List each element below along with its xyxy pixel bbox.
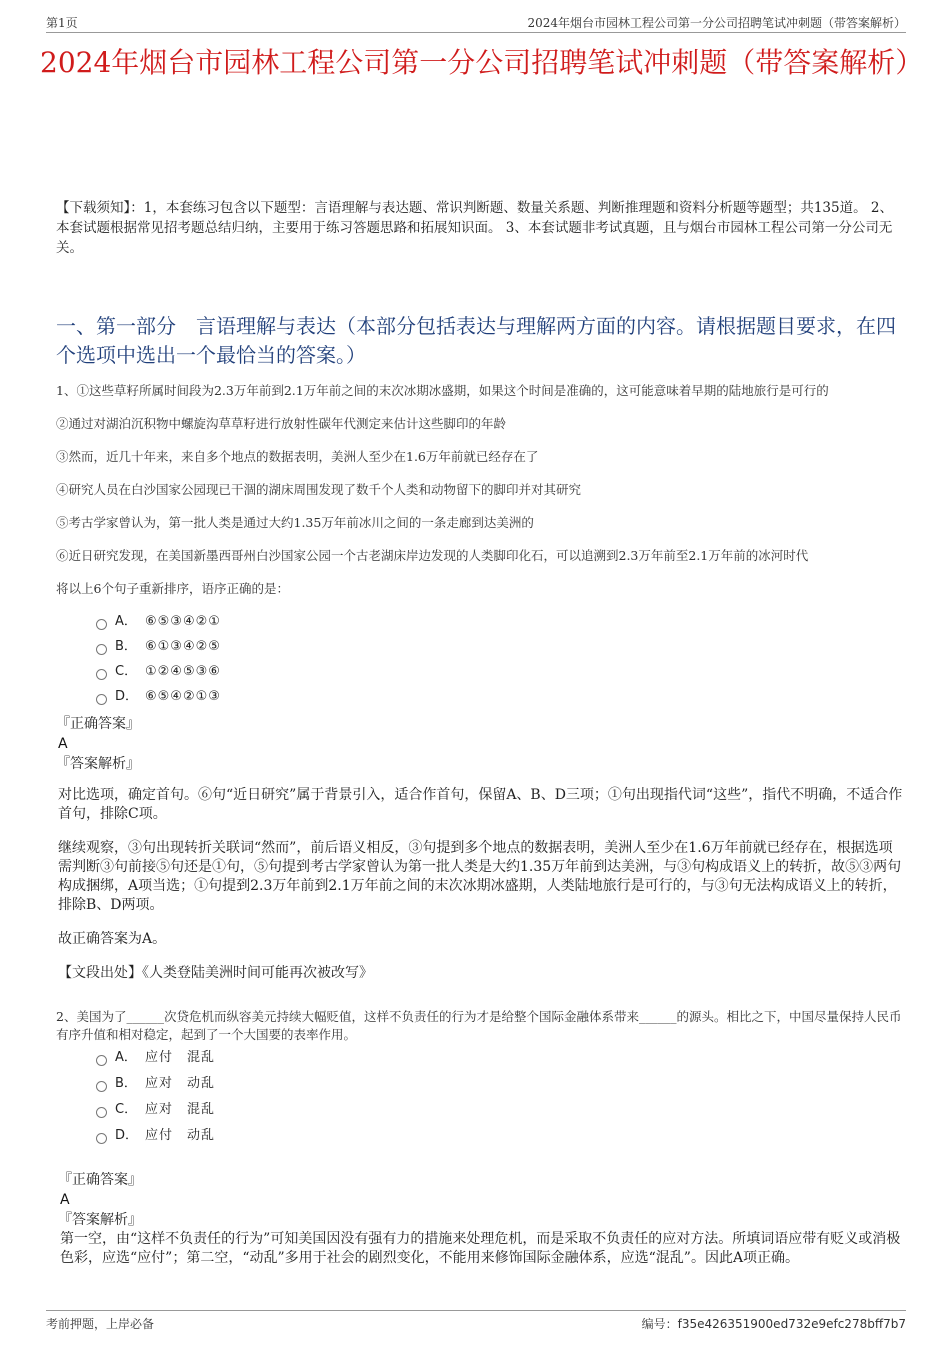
option-c[interactable] xyxy=(96,664,906,689)
passage-source: 【文段出处】《人类登陆美洲时间可能再次被改写》 xyxy=(58,965,373,981)
option-letter: B． xyxy=(115,1076,137,1091)
answer-value: A xyxy=(60,1192,70,1208)
option-a[interactable] xyxy=(96,1050,906,1076)
answer-label: 『正确答案』 xyxy=(56,716,140,732)
option-text: 应对 混乱 xyxy=(145,1102,216,1117)
header-doc-title: 2024年烟台市园林工程公司第一分公司招聘笔试冲刺题（带答案解析） xyxy=(527,16,906,30)
option-letter: B． xyxy=(115,639,137,654)
page-number: 第1页 xyxy=(46,16,78,30)
option-b[interactable] xyxy=(96,639,906,664)
analysis-conclusion: 故正确答案为A。 xyxy=(58,931,167,947)
question-1 xyxy=(56,382,906,983)
document-title: 2024年烟台市园林工程公司第一分公司招聘笔试冲刺题（带答案解析） xyxy=(40,46,924,79)
analysis-label: 『答案解析』 xyxy=(56,756,140,772)
analysis-label: 『答案解析』 xyxy=(58,1212,142,1228)
question-sentence: ②通过对湖泊沉积物中螺旋沟草草籽进行放射性碳年代测定来估计这些脚印的年龄 xyxy=(56,416,507,431)
page-footer xyxy=(46,1310,906,1331)
option-d[interactable] xyxy=(96,1128,906,1154)
radio-icon[interactable] xyxy=(96,1055,107,1066)
question-prompt: 将以上6个句子重新排序，语序正确的是： xyxy=(56,581,289,596)
option-a[interactable] xyxy=(96,614,906,639)
radio-icon[interactable] xyxy=(96,644,107,655)
option-text: 应对 动乱 xyxy=(145,1076,216,1091)
radio-icon[interactable] xyxy=(96,1107,107,1118)
radio-icon[interactable] xyxy=(96,1081,107,1092)
analysis-paragraph: 第一空，由“这样不负责任的行为”可知美国因没有强有力的措施来处理危机，而是采取不负责任的应对方法。所填词语应带有贬义或消极色彩，应选“应付”；第二空，“动乱”多用于社会的剧烈变化，不能用来修饰国际金融体系，应选“混乱”。因此A项正确。 xyxy=(60,1231,901,1266)
radio-icon[interactable] xyxy=(96,669,107,680)
question-sentence: ④研究人员在白沙国家公园现已干涸的湖床周围发现了数千个人类和动物留下的脚印并对其研究 xyxy=(56,482,582,497)
question-stem: 2、美国为了______次贷危机而纵容美元持续大幅贬值，这样不负责任的行为才是给整个国际金融体系带来______的源头。相比之下，中国尽量保持人民币有序升值和相对稳定，起到了一个大国要的表率作用。 xyxy=(56,1009,902,1042)
footer-slogan: 考前押题，上岸必备 xyxy=(46,1317,155,1331)
option-text: ⑥⑤④②①③ xyxy=(145,689,221,704)
question-2-answer xyxy=(58,1170,904,1283)
footer-doc-id: 编号：f35e426351900ed732e9efc278bff7b7 xyxy=(641,1317,906,1331)
download-notice: 【下载须知】：1，本套练习包含以下题型：言语理解与表达题、常识判断题、数量关系题、判断推理题和资料分析题等题型；共135道。 2、本套试题根据常见招考题总结归纳，主要用于练习答题思路和拓展知识面。 3、本套试题非考试真题，且与烟台市园林工程公司第一分公司无关。 xyxy=(56,199,893,256)
option-text: 应付 动乱 xyxy=(145,1128,216,1143)
option-letter: A． xyxy=(115,1050,137,1065)
option-list xyxy=(96,1050,906,1154)
question-sentence: ⑤考古学家曾认为，第一批人类是通过大约1.35万年前冰川之间的一条走廊到达美洲的 xyxy=(56,515,534,530)
option-d[interactable] xyxy=(96,689,906,714)
option-letter: C． xyxy=(115,664,138,679)
page-header xyxy=(46,14,906,33)
radio-icon[interactable] xyxy=(96,694,107,705)
question-sentence: ③然而，近几十年来，来自多个地点的数据表明，美洲人至少在1.6万年前就已经存在了 xyxy=(56,449,539,464)
question-2 xyxy=(56,1008,906,1154)
section-title: 一、第一部分 言语理解与表达（本部分包括表达与理解两方面的内容。请根据题目要求，在四个选项中选出一个最恰当的答案。） xyxy=(56,314,896,367)
answer-value: A xyxy=(58,736,68,752)
analysis-paragraph: 继续观察，③句出现转折关联词“然而”，前后语义相反，③句提到多个地点的数据表明，美洲人至少在1.6万年前就已经存在，根据选项需判断③句前接⑤句还是①句，⑤句提到考古学家曾认为第一批人类是大约1.35万年前到达美洲，与③句构成语义上的转折，故⑤③两句构成捆绑，A项当选；①句提到2.3万年前到2.1万年前之间的末次冰期冰盛期，人类陆地旅行是可行的，与③句无法构成语义上的转折，排除B、D两项。 xyxy=(58,840,902,913)
option-letter: D． xyxy=(115,1128,139,1143)
option-list xyxy=(96,614,906,714)
option-text: 应付 混乱 xyxy=(145,1050,216,1065)
radio-icon[interactable] xyxy=(96,1133,107,1144)
option-text: ⑥⑤③④②① xyxy=(145,614,221,629)
option-c[interactable] xyxy=(96,1102,906,1128)
question-stem: 1、①这些草籽所属时间段为2.3万年前到2.1万年前之间的末次冰期冰盛期，如果这个时间是准确的，这可能意味着早期的陆地旅行是可行的 xyxy=(56,383,829,398)
question-sentence: ⑥近日研究发现，在美国新墨西哥州白沙国家公园一个古老湖床岸边发现的人类脚印化石，可以追溯到2.3万年前至2.1万年前的冰河时代 xyxy=(56,548,809,563)
radio-icon[interactable] xyxy=(96,619,107,630)
option-letter: A． xyxy=(115,614,137,629)
option-letter: C． xyxy=(115,1102,138,1117)
option-letter: D． xyxy=(115,689,139,704)
option-text: ⑥①③④②⑤ xyxy=(145,639,221,654)
analysis-paragraph: 对比选项，确定首句。⑥句“近日研究”属于背景引入，适合作首句，保留A、B、D三项；①句出现指代词“这些”，指代不明确，不适合作首句，排除C项。 xyxy=(58,787,903,822)
option-b[interactable] xyxy=(96,1076,906,1102)
answer-label: 『正确答案』 xyxy=(58,1172,142,1188)
option-text: ①②④⑤③⑥ xyxy=(145,664,221,679)
